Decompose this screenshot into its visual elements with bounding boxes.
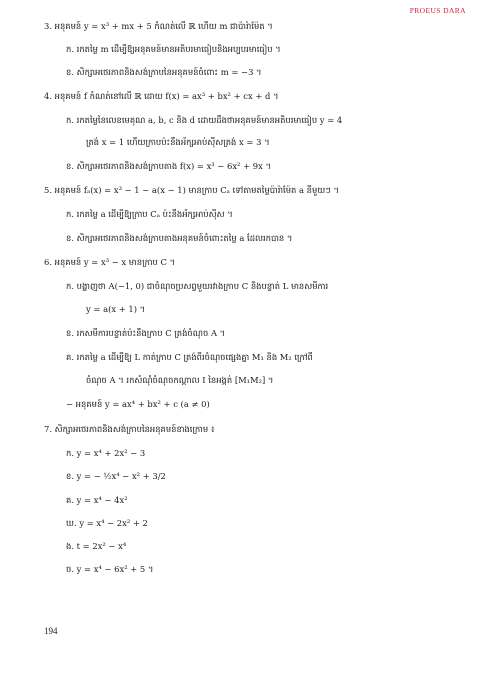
problem-7-item-b <box>66 470 166 482</box>
problem-number: 6. <box>44 257 52 267</box>
part-text: រកតម្លៃ a ដើម្បីឱ្យ L កាត់ក្រាប C ត្រង់ពីរចំណុចផ្សេងគ្នា M₁ និង M₂ ក្រៅពី <box>76 352 313 362</box>
problem-text: អនុគមន៍ y = x³ + mx + 5 កំណត់លើ ℝ ហើយ m ជាប៉ារ៉ាម៉ែត ។ <box>54 21 273 31</box>
problem-7-item-c <box>66 494 128 506</box>
problem-text: អនុគមន៍ f កំណត់នៅលើ ℝ ដោយ f(x) = ax³ + bx² + cx + d ។ <box>54 91 279 101</box>
problem-3-statement <box>44 20 273 32</box>
problem-text: សិក្សាអថេរភាពនិងសង់ក្រាបនៃអនុគមន៍ខាងក្រោម ៖ <box>54 424 215 434</box>
item-formula: y = x⁴ − 4x² <box>76 495 128 505</box>
problem-7-item-f <box>66 563 153 575</box>
part-text: សិក្សាអថេរភាពនិងសង់ក្រាបតាង f(x) = x³ − 6x² + 9x ។ <box>76 161 271 171</box>
part-label: ក. <box>66 281 74 291</box>
part-label: ក. <box>66 209 74 219</box>
item-formula: y = x⁴ − 6x² + 5 ។ <box>76 564 154 574</box>
problem-number: 5. <box>44 185 52 195</box>
problem-5-part-a <box>66 208 233 220</box>
problem-3-part-b <box>66 66 262 78</box>
quartic-function-note: − អនុគមន៍ y = ax⁴ + bx² + c (a ≠ 0) <box>66 399 210 409</box>
item-label: ង. <box>66 541 74 551</box>
problem-4-part-b <box>66 160 271 172</box>
problem-number: 3. <box>44 21 52 31</box>
part-text: សិក្សាអថេរភាពនិងសង់ក្រាបតាងអនុគមន៍ចំពោះតម្លៃ a ដែលរកបាន ។ <box>76 233 293 243</box>
problem-number: 4. <box>44 91 52 101</box>
problem-6-part-c <box>66 351 313 363</box>
item-label: គ. <box>66 495 74 505</box>
problem-5-part-b <box>66 232 292 244</box>
problem-text: អនុគមន៍ fₐ(x) = x³ − 1 − a(x − 1) មានក្រាប Cₐ ទៅតាមតម្លៃប៉ារ៉ាម៉ែត a នីមួយៗ ។ <box>54 185 339 195</box>
problem-3-part-a <box>66 43 281 55</box>
item-formula: t = 2x² − x⁴ <box>76 541 127 551</box>
problem-6-part-b <box>66 327 225 339</box>
part-text: រកតម្លៃ m ដើម្បីឱ្យអនុគមន៍មានអតិបរមាធៀបនិងអប្បបរមាធៀប ។ <box>76 44 281 54</box>
problem-number: 7. <box>44 424 52 434</box>
item-label: ក. <box>66 448 74 458</box>
part-label: ខ. <box>66 67 74 77</box>
item-label: ឃ. <box>66 518 77 528</box>
header-author: PROEUS DARA <box>409 6 466 15</box>
part-text: រកតម្លៃនៃលេខមេគុណ a, b, c និង d ដោយដឹងថាអនុគមន៍មានអតិបរមាធៀប y = 4 <box>76 115 343 125</box>
problem-4-part-a-continuation: ត្រង់ x = 1 ហើយក្រាបប៉ះនឹងអ័ក្សអាប់ស៊ីសត្រង់ x = 3 ។ <box>86 137 270 147</box>
item-formula: y = − ½x⁴ − x² + 3/2 <box>76 471 166 481</box>
item-formula: y = x⁴ − 2x² + 2 <box>79 518 148 528</box>
problem-7-item-d <box>66 517 148 529</box>
problem-6-part-c-continuation: ចំណុច A ។ រកសំណុំចំណុចកណ្ដាល I នៃអង្កត់ [M₁M₂] ។ <box>86 375 274 385</box>
part-text: បង្ហាញថា A(−1, 0) ជាចំណុចប្រសព្វមួយរវាងក្រាប C និងបន្ទាត់ L មានសមីការ <box>76 281 329 291</box>
item-label: ច. <box>66 564 74 574</box>
part-label: គ. <box>66 352 74 362</box>
part-label: ក. <box>66 44 74 54</box>
part-label: ក. <box>66 115 74 125</box>
problem-4-statement <box>44 90 279 102</box>
problem-5-statement <box>44 184 339 196</box>
item-formula: y = x⁴ + 2x² − 3 <box>76 448 146 458</box>
problem-7-item-e <box>66 540 126 552</box>
part-label: ខ. <box>66 161 74 171</box>
item-label: ខ. <box>66 471 74 481</box>
problem-text: អនុគមន៍ y = x³ − x មានក្រាប C ។ <box>54 257 176 267</box>
problem-7-statement <box>44 423 215 435</box>
problem-4-part-a <box>66 114 342 126</box>
problem-6-part-a-continuation: y = a(x + 1) ។ <box>86 304 146 314</box>
problem-6-part-a <box>66 280 328 292</box>
problem-7-item-a <box>66 447 145 459</box>
part-text: រកសមីការបន្ទាត់ប៉ះនឹងក្រាប C ត្រង់ចំណុច A ។ <box>76 328 226 338</box>
part-text: រកតម្លៃ a ដើម្បីឱ្យក្រាប Cₐ ប៉ះនឹងអ័ក្សអាប់ស៊ីស ។ <box>76 209 233 219</box>
part-text: សិក្សាអថេរភាពនិងសង់ក្រាបនៃអនុគមន៍ចំពោះ m = −3 ។ <box>76 67 262 77</box>
page-number: 194 <box>44 626 58 636</box>
problem-6-statement <box>44 256 175 268</box>
part-label: ខ. <box>66 328 74 338</box>
part-label: ខ. <box>66 233 74 243</box>
